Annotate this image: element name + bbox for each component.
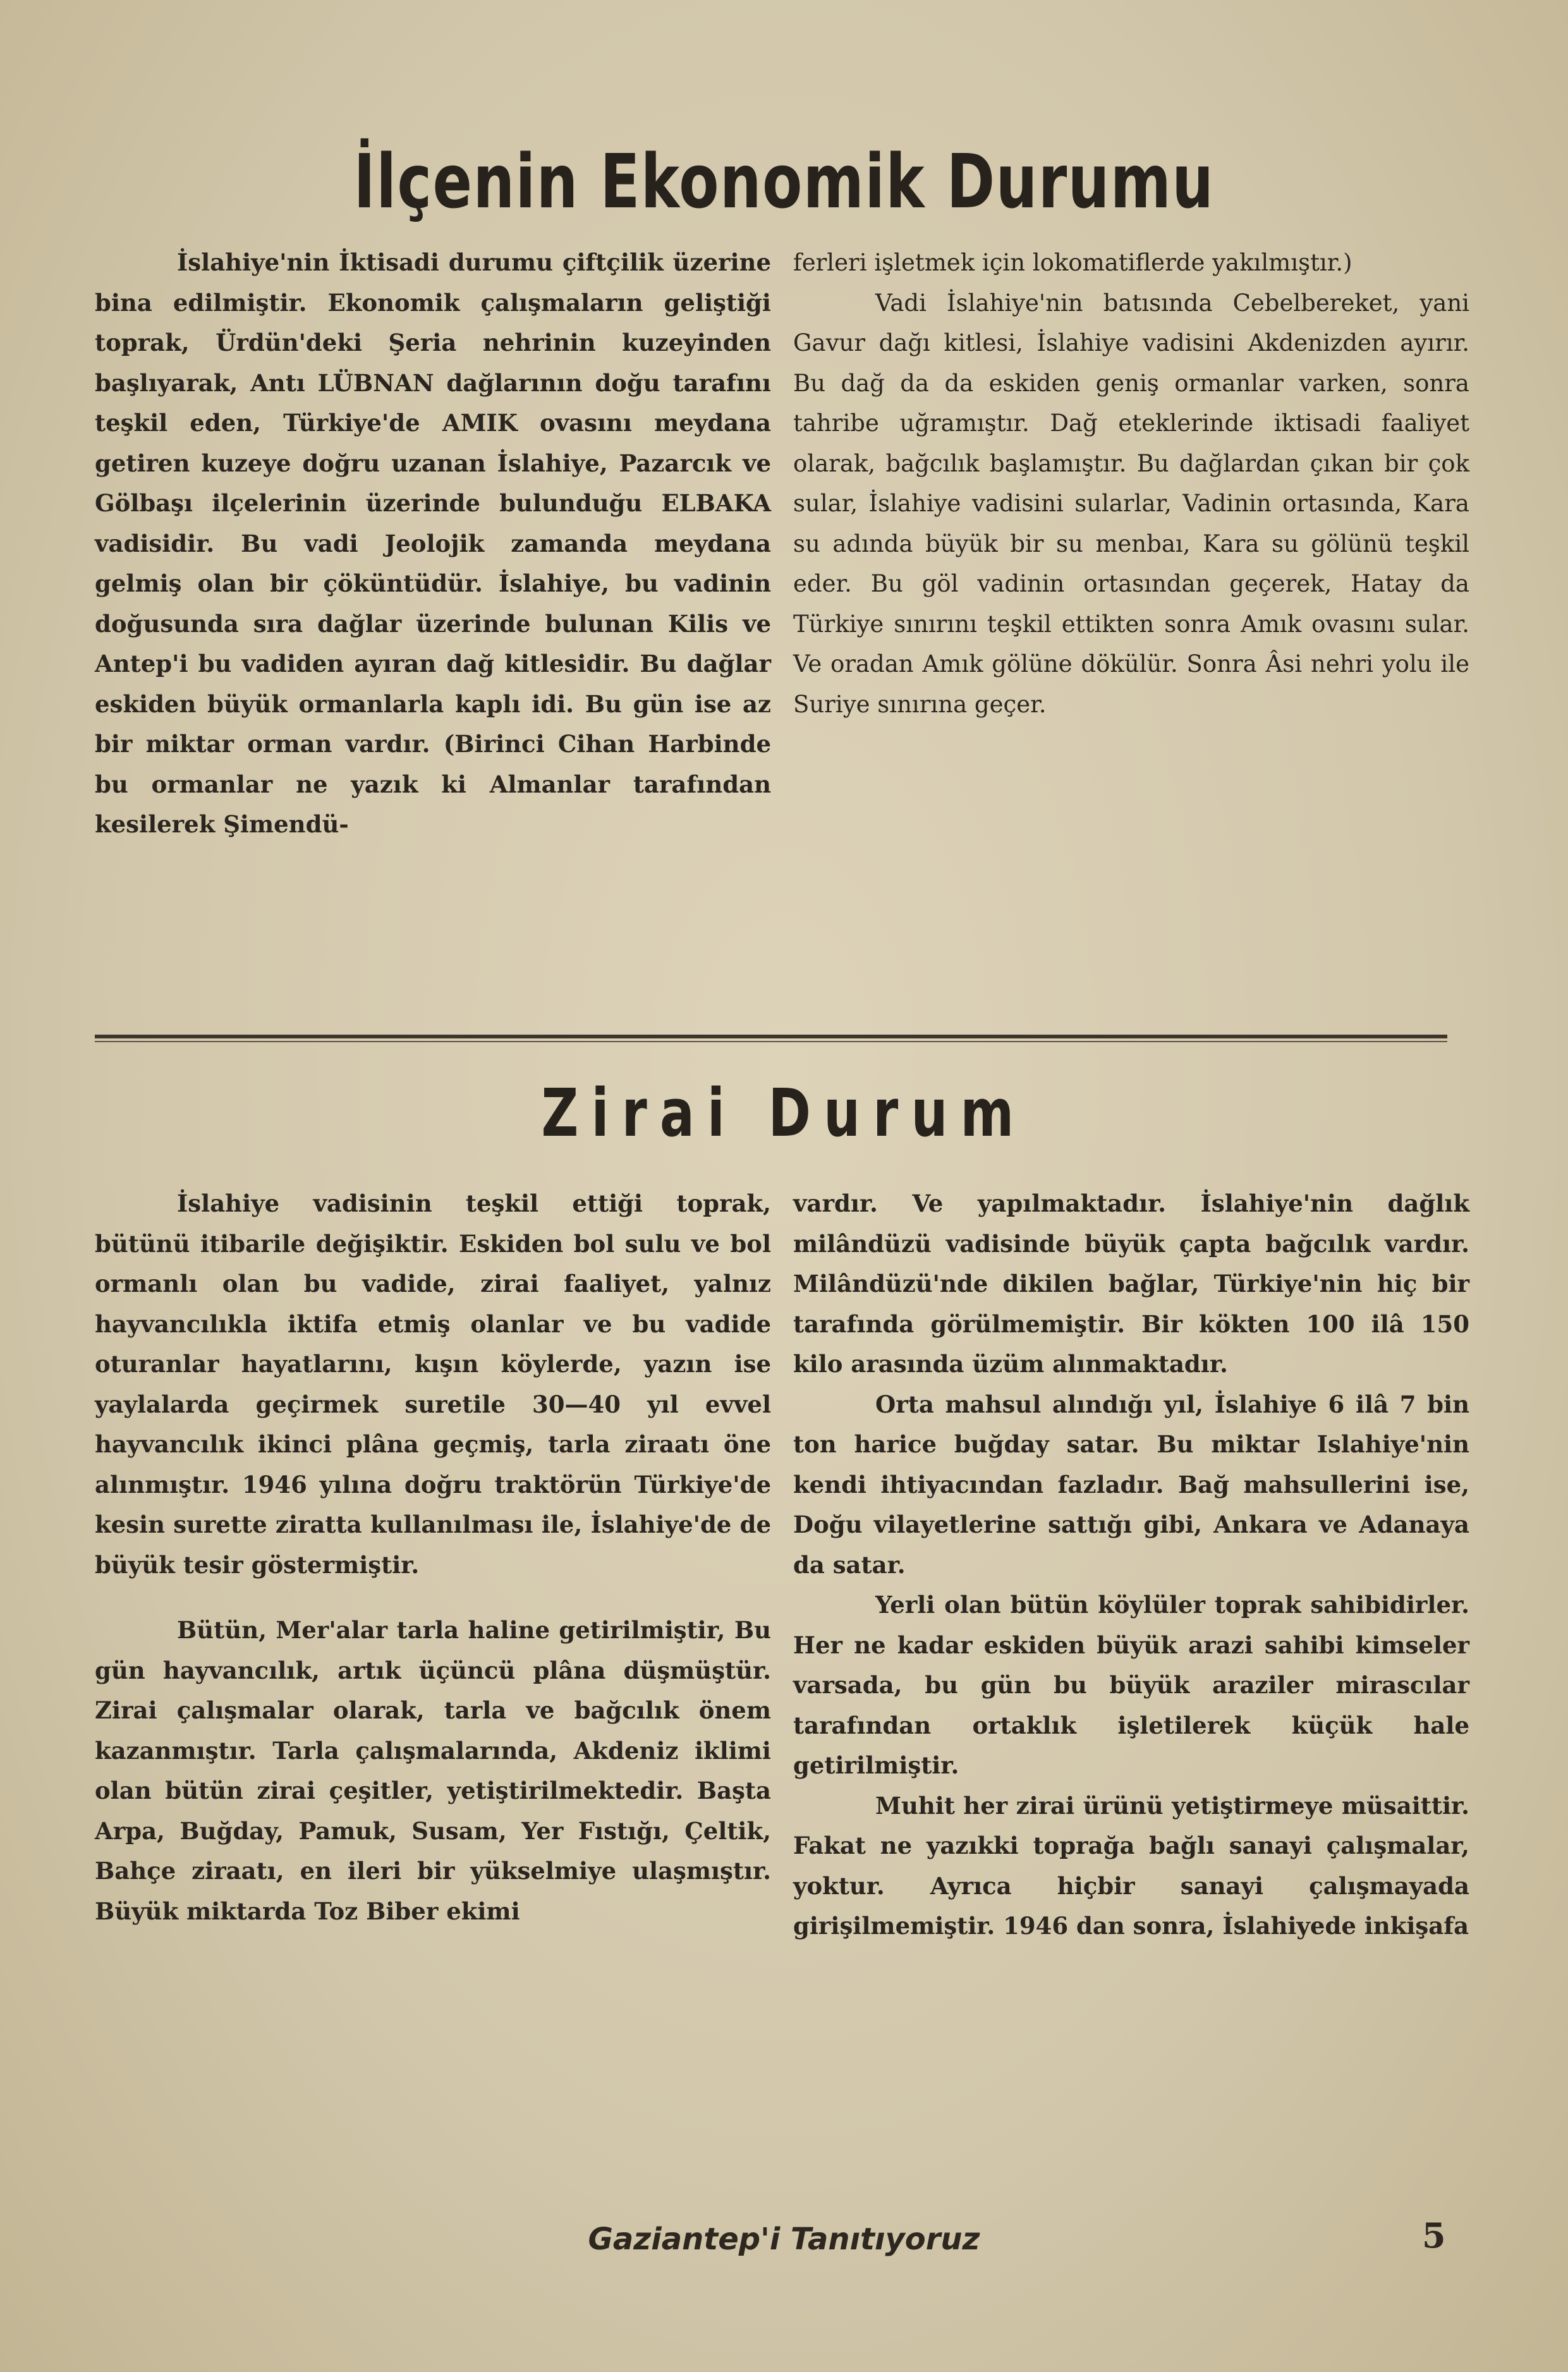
agriculture-paragraph-3: Orta mahsul alındığı yıl, İslahiye 6 ilâ 7 bin ton harice buğday satar. Bu miktar Islahiye'nin kendi ihtiyacından fazladır. Bağ mahsullerini ise, Doğu vilayetlerine sattığı gibi, Ankara ve Adanaya da satar. (793, 1390, 1469, 1579)
page-number: 5 (1422, 2215, 1446, 2256)
economy-right-column (793, 243, 1469, 724)
agriculture-right-column (793, 1184, 1469, 1947)
economy-paragraph-2: Vadi İslahiye'nin batısında Cebelbereket, yani Gavur dağı kitlesi, İslahiye vadisini Akdenizden ayırır. Bu dağ da da eskiden geniş ormanlar varken, sonra tahribe uğramıştır. Dağ eteklerinde iktisadi faaliyet olarak, bağcılık başlamıştır. Bu dağlardan çıkan bir çok sular, İslahiye vadisini sularlar, Vadinin ortasında, Kara su adında büyük bir su menbaı, Kara su gölünü teşkil eder. Bu göl vadinin ortasından geçerek, Hatay da Türkiye sınırını teşkil ettikten sonra Amık ovasını sular. Ve oradan Amık gölüne dökülür. Sonra Âsi nehri yolu ile Suriye sınırına geçer. (793, 289, 1469, 718)
agriculture-paragraph-5: Muhit her zirai ürünü yetiştirmeye müsaittir. Fakat ne yazıkki toprağa bağlı sanayi çalışmalar, yoktur. Ayrıca hiçbir sanayi çalışmayada girişilmemiştir. 1946 dan sonra, İslahiyede inkişafa (793, 1791, 1469, 1940)
economy-paragraph-1: İslahiye'nin İktisadi durumu çiftçilik üzerine bina edilmiştir. Ekonomik çalışmaların geliştiği toprak, Ürdün'deki Şeria nehrinin kuzeyinden başlıyarak, Antı LÜBNAN dağlarının doğu tarafını teşkil eden, Türkiye'de AMIK ovasını meydana getiren kuzeye doğru uzanan İslahiye, Pazarcık ve Gölbaşı ilçelerinin üzerinde bulunduğu ELBAKA vadisidir. Bu vadi Jeolojik zamanda meydana gelmiş olan bir çöküntüdür. İslahiye, bu vadinin doğusunda sıra dağlar üzerinde bulunan Kilis ve Antep'i bu vadiden ayıran dağ kitlesidir. Bu dağlar eskiden büyük ormanlarla kaplı idi. Bu gün ise az bir miktar orman vardır. (Birinci Cihan Harbinde bu ormanlar ne yazık ki Almanlar tarafından kesilerek Şimendü- (95, 248, 771, 838)
article-title-agriculture: Zirai Durum (541, 1074, 1027, 1152)
agriculture-paragraph-2-continued: vardır. Ve yapılmaktadır. İslahiye'nin dağlık milândüzü vadisinde büyük çapta bağcılık vardır. Milândüzü'nde dikilen bağlar, Türkiye'nin hiç bir tarafında görülmemiştir. Bir kökten 100 ilâ 150 kilo arasında üzüm alınmaktadır. (793, 1189, 1469, 1378)
economy-paragraph-1-continued: ferleri işletmek için lokomatiflerde yakılmıştır.) (793, 249, 1352, 276)
agriculture-paragraph-2: Bütün, Mer'alar tarla haline getirilmiştir, Bu gün hayvancılık, artık üçüncü plâna düşmüştür. Zirai çalışmalar olarak, tarla ve bağcılık önem kazanmıştır. Tarla çalışmalarında, Akdeniz iklimi olan bütün zirai çeşitler, yetiştirilmektedir. Başta Arpa, Buğday, Pamuk, Susam, Yer Fıstığı, Çeltik, Bahçe ziraatı, en ileri bir yükselmiye ulaşmıştır. Büyük miktarda Toz Biber ekimi (95, 1616, 771, 1925)
section-divider-thin (95, 1041, 1447, 1042)
article-title-economy: İlçenin Ekonomik Durumu (353, 138, 1215, 225)
agriculture-left-column (95, 1184, 771, 1931)
section-divider (95, 1035, 1447, 1038)
footer-publication-title: Gaziantep'i Tanıtıyoruz (588, 2222, 980, 2257)
economy-left-column (95, 243, 771, 845)
agriculture-paragraph-1: İslahiye vadisinin teşkil ettiği toprak, bütünü itibarile değişiktir. Eskiden bol sulu ve bol ormanlı olan bu vadide, zirai faaliyet, yalnız hayvancılıkla iktifa etmiş olanlar ve bu vadide oturanlar hayatlarını, kışın köylerde, yazın ise yaylalarda geçirmek suretile 30—40 yıl evvel hayvancılık ikinci plâna geçmiş, tarla ziraatı öne alınmıştır. 1946 yılına doğru traktörün Türkiye'de kesin surette ziratta kullanılması ile, İslahiye'de de büyük tesir göstermiştir. (95, 1189, 771, 1579)
agriculture-paragraph-4: Yerli olan bütün köylüler toprak sahibidirler. Her ne kadar eskiden büyük arazi sahibi kimseler varsada, bu gün bu büyük araziler mirascılar tarafından ortaklık işletilerek küçük hale getirilmiştir. (793, 1591, 1469, 1779)
